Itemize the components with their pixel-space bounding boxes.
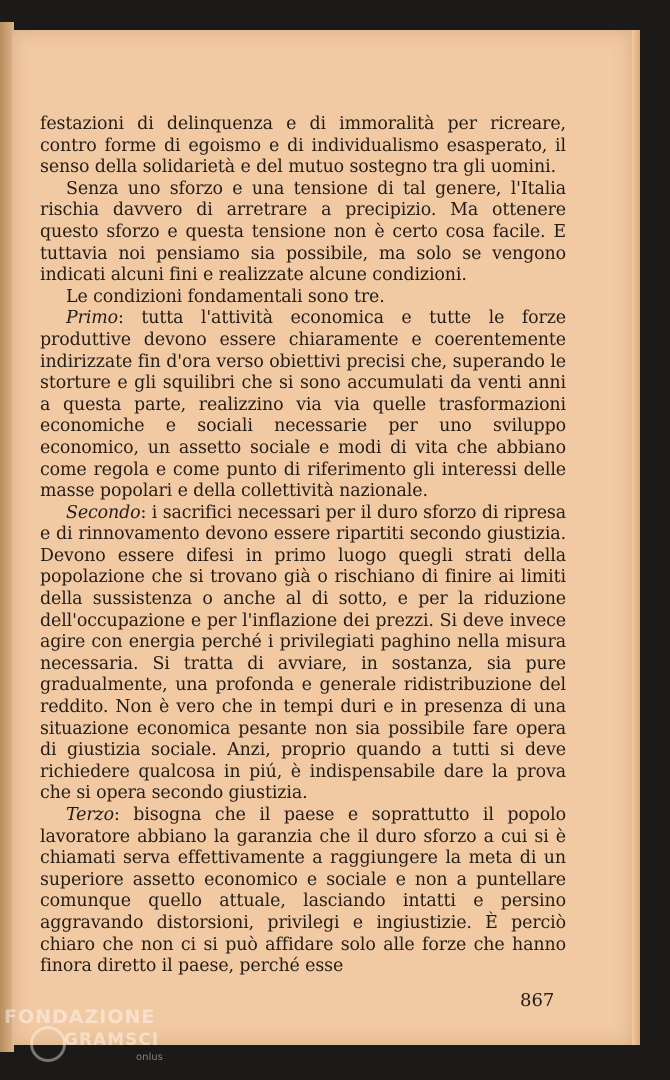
paragraph-condizioni: Le condizioni fondamentali sono tre.: [66, 286, 385, 307]
item-terzo: [40, 805, 566, 978]
fondazione-gramsci-watermark: [4, 1004, 174, 1080]
paragraph-continuation: festazioni di delinquenza e di immoralità per ricreare, contro forme di egoismo e di individualismo esasperato, il senso della solidarietà e del mutuo sostegno tra gli uomini.: [40, 114, 566, 178]
item-terzo-text: : bisogna che il paese e soprattutto il popolo lavoratore abbiano la garanzia che il duro sforzo a cui si è chiamati serva effettivamente a raggiungere la meta di un superiore assetto economico e sociale e non a puntellare comunque quello attuale, lasciando intatti e persino aggravando distorsioni, privilegi e ingiustizie. È perciò chiaro che non ci si può affidare solo alle forze che hanno finora diretto il paese, perché esse: [40, 805, 566, 977]
item-primo: [40, 308, 566, 502]
page-edge-shadow: [632, 30, 640, 1045]
item-secondo-label: Secondo: [66, 502, 141, 523]
item-primo-text: : tutta l'attività economica e tutte le forze produttive devono essere chiaramente e coerentemente indirizzate fin d'ora verso obiettivi precisi che, superando le storture e gli squilibri che si sono accumulati da venti anni a questa parte, realizzino via via quelle trasformazioni economiche e sociali necessarie per uno sviluppo economico, un assetto sociale e modi di vita che abbiano come regola e come punto di riferimento gli interessi delle masse popolari e della collettività nazionale.: [40, 308, 566, 502]
item-primo-label: Primo: [66, 308, 119, 329]
item-secondo: [40, 503, 566, 805]
watermark-line1: FONDAZIONE: [4, 1006, 156, 1028]
watermark-line3: onlus: [136, 1052, 163, 1063]
page-number: 867: [520, 990, 555, 1011]
page-body-text: [40, 114, 566, 978]
item-secondo-text: : i sacrifici necessari per il duro sforzo di ripresa e di rinnovamento devono essere ripartiti secondo giustizia. Devono essere difesi in primo luogo quegli strati della popolazione che si trovano già o rischiano di finire ai limiti della sussistenza o anche al di sotto, e per la riduzione dell'occupazione e per l'inflazione dei prezzi. Si deve invece agire con energia perché i privilegiati paghino nella misura necessaria. Si tratta di avviare, in sostanza, sia pure gradualmente, una profonda e generale ridistribuzione del reddito. Non è vero che in tempi duri e in presenza di una situazione economica pesante non sia possibile fare opera di giustizia sociale. Anzi, proprio quando a tutti si deve richiedere qualcosa in piú, è indispensabile dare la prova che si opera secondo giustizia.: [40, 502, 566, 804]
watermark-line2: GRAMSCI: [64, 1030, 160, 1050]
item-terzo-label: Terzo: [66, 805, 114, 825]
paragraph-senza-uno-sforzo: Senza uno sforzo e una tensione di tal genere, l'Italia rischia davvero di arretrare a precipizio. Ma ottenere questo sforzo e questa tensione non è certo cosa facile. E tuttavia noi pensiamo sia possibile, ma solo se vengono indicati alcuni fini e realizzate alcune condizioni.: [40, 178, 566, 286]
gramsci-logo-icon: [30, 1026, 66, 1062]
